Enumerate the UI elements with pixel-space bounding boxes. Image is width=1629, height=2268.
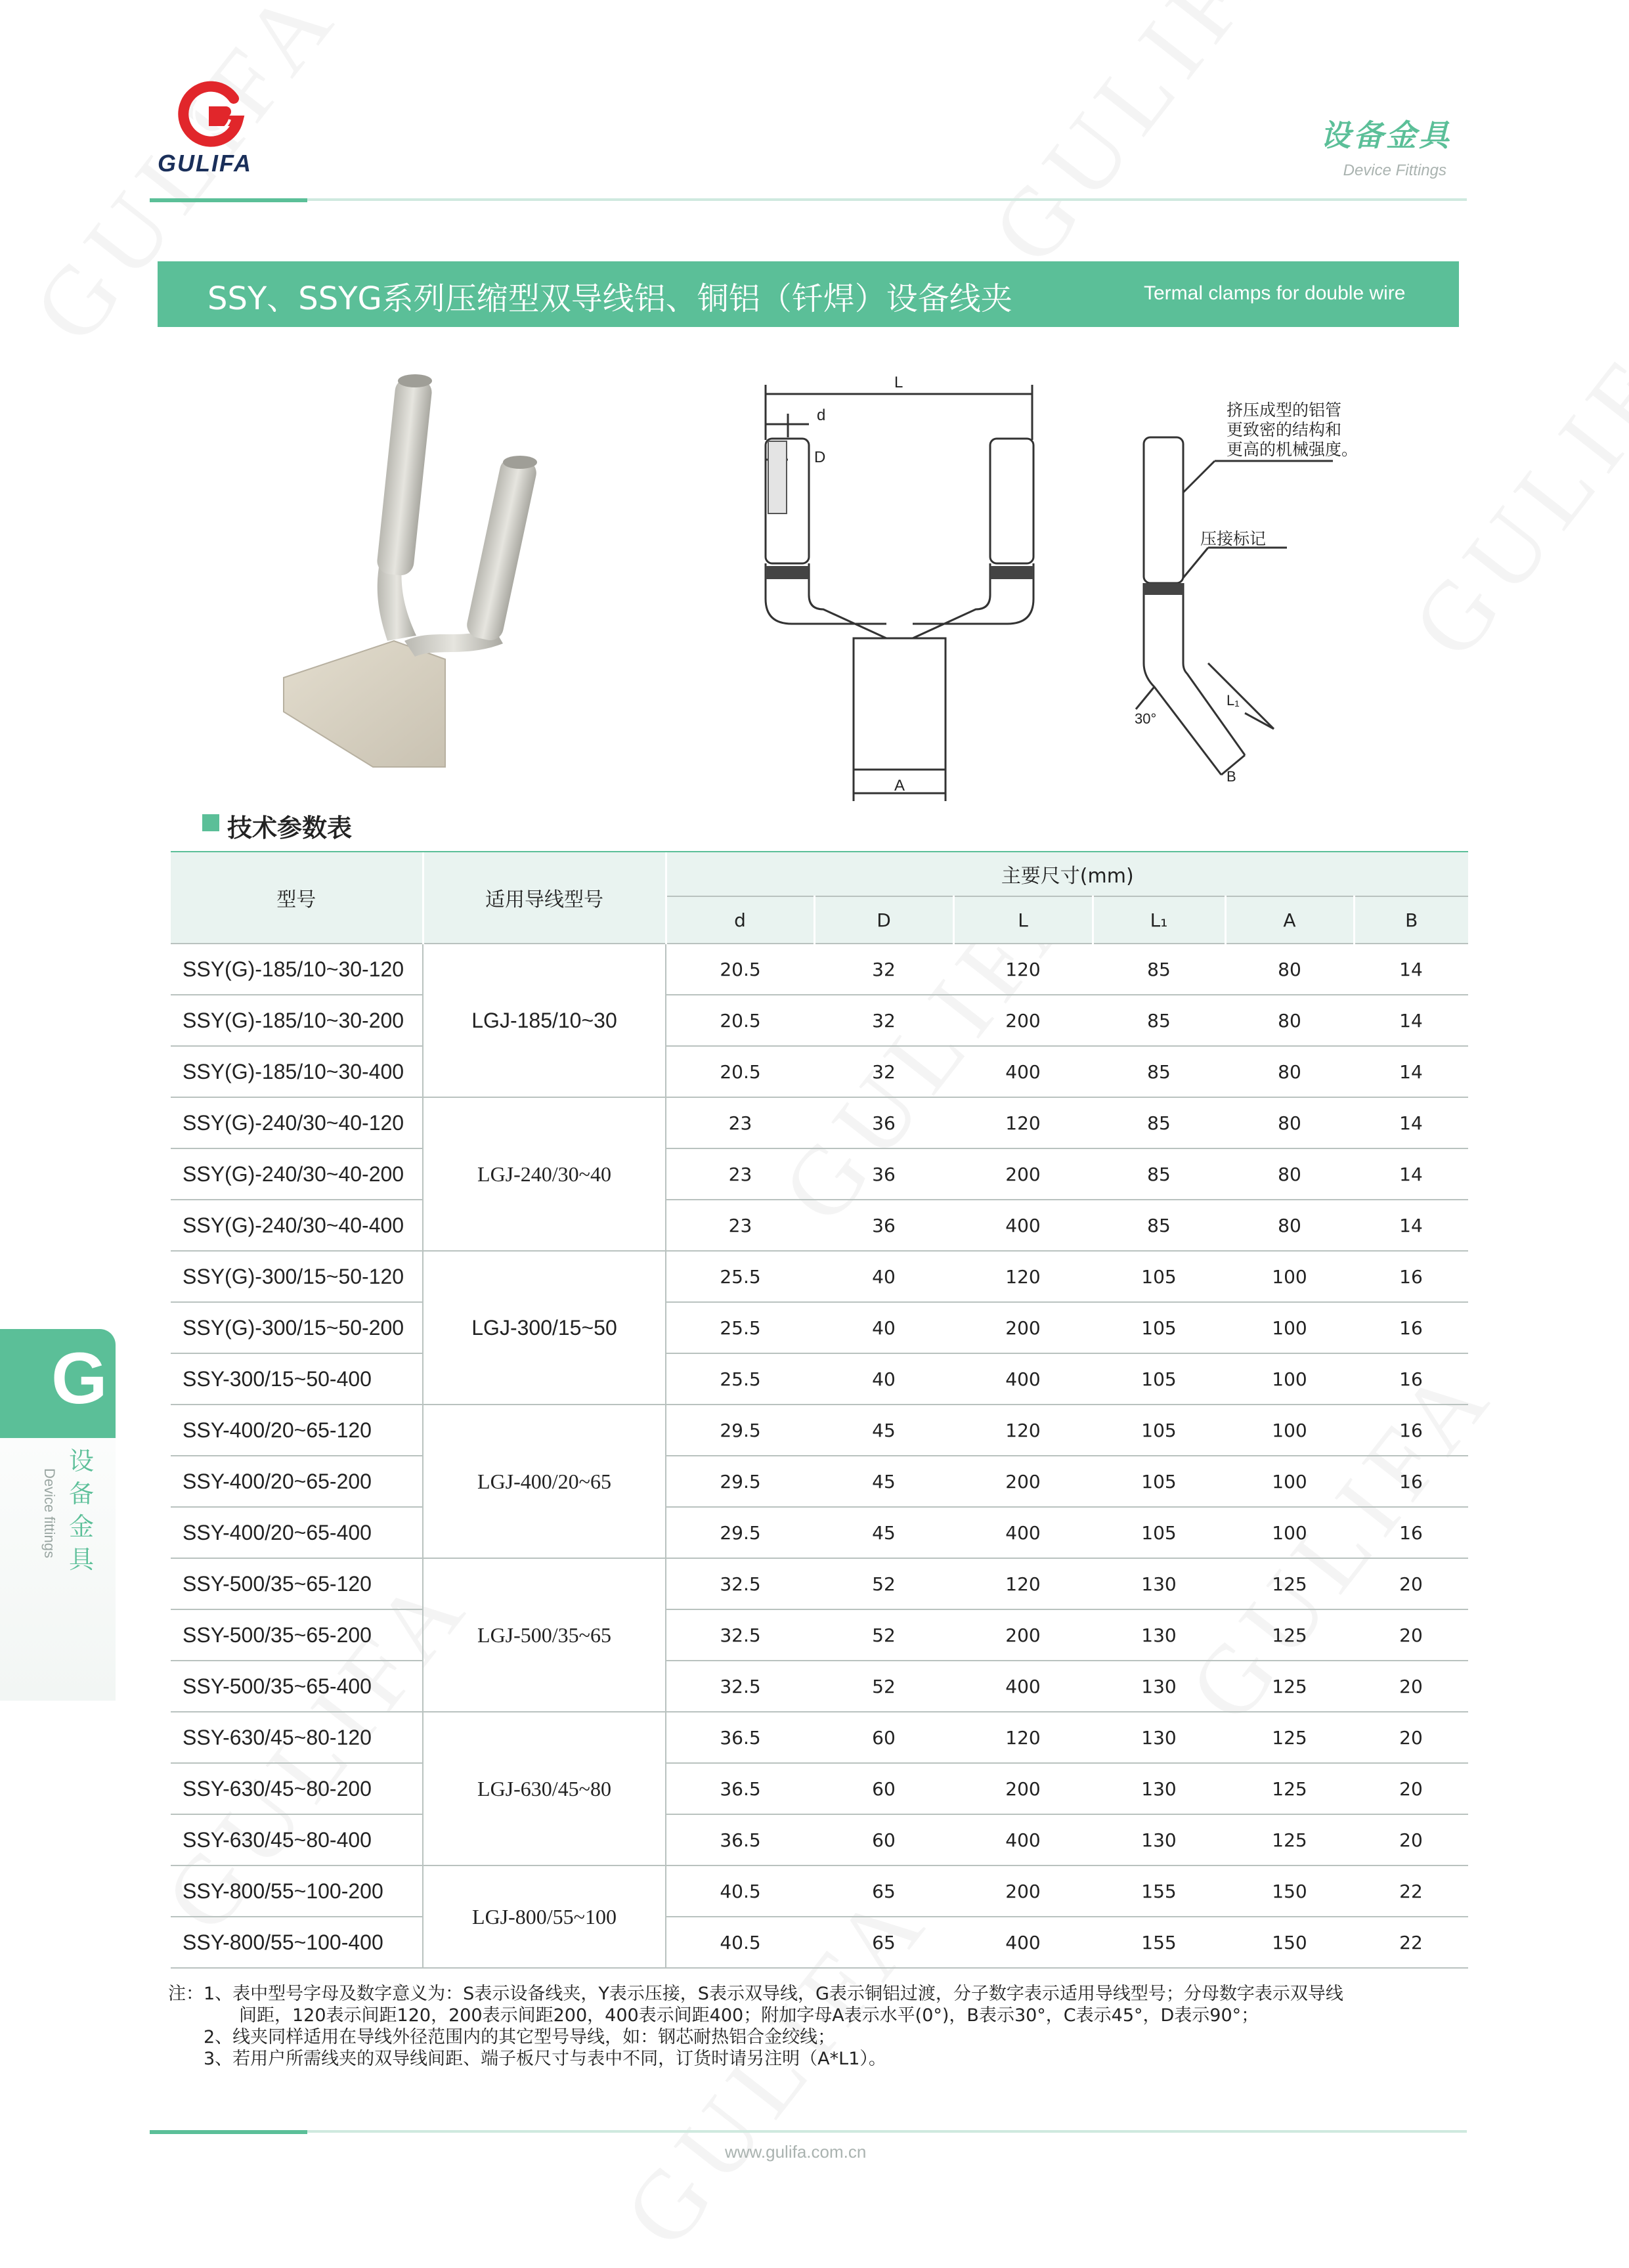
dim-cell: 32.5 [666, 1558, 814, 1609]
dim-cell: 200 [953, 1763, 1093, 1814]
dim-cell: 125 [1225, 1661, 1354, 1712]
dim-cell: 32 [814, 944, 953, 995]
dim-cell: 60 [814, 1814, 953, 1865]
front-view-drawing [749, 368, 1051, 814]
wire-cell: LGJ-800/55~100 [423, 1865, 666, 1968]
dim-cell: 60 [814, 1763, 953, 1814]
footnotes [168, 1983, 1475, 2070]
dim-cell: 85 [1093, 1148, 1225, 1200]
product-title-cn: SSY、SSYG系列压缩型双导线铝、铜铝（钎焊）设备线夹 [207, 280, 1012, 317]
table-row [171, 1814, 1468, 1865]
dim-cell: 36.5 [666, 1814, 814, 1865]
dim-cell: 16 [1354, 1456, 1468, 1507]
dim-cell: 36 [814, 1097, 953, 1148]
dim-cell: 14 [1354, 944, 1468, 995]
dim-cell: 16 [1354, 1405, 1468, 1456]
dim-cell: 40 [814, 1353, 953, 1405]
header-dim: L₁ [1093, 896, 1225, 944]
dim-cell: 200 [953, 1148, 1093, 1200]
dim-cell: 85 [1093, 995, 1225, 1046]
dim-cell: 20.5 [666, 944, 814, 995]
dim-label-d: d [817, 406, 826, 424]
header-divider [150, 198, 1467, 201]
dim-cell: 100 [1225, 1251, 1354, 1302]
model-cell: SSY-800/55~100-400 [171, 1917, 423, 1968]
model-cell: SSY-800/55~100-200 [171, 1865, 423, 1917]
dim-cell: 100 [1225, 1405, 1354, 1456]
dim-cell: 23 [666, 1200, 814, 1251]
dim-label-B: B [1227, 768, 1236, 785]
table-row [171, 1148, 1468, 1200]
model-cell: SSY(G)-185/10~30-400 [171, 1046, 423, 1097]
footnote-line: 注：1、表中型号字母及数字意义为：S表示设备线夹，Y表示压接，S表示双导线，G表示铜铝过渡，分子数字表示适用导线型号；分母数字表示双导线 [168, 1984, 1343, 2004]
wire-cell: LGJ-500/35~65 [423, 1558, 666, 1712]
dim-cell: 40.5 [666, 1917, 814, 1968]
dim-cell: 14 [1354, 1046, 1468, 1097]
dim-cell: 80 [1225, 1148, 1354, 1200]
table-row [171, 944, 1468, 995]
spec-table [171, 852, 1468, 1969]
dim-cell: 105 [1093, 1251, 1225, 1302]
footnote-line: 2、线夹同样适用在导线外径范围内的其它型号导线，如：钢芯耐热铝合金绞线； [168, 2027, 836, 2047]
dim-cell: 40.5 [666, 1865, 814, 1917]
dim-cell: 36.5 [666, 1763, 814, 1814]
footer-divider-accent [150, 2130, 307, 2134]
dim-cell: 400 [953, 1353, 1093, 1405]
header-dim: d [666, 896, 814, 944]
dim-cell: 105 [1093, 1353, 1225, 1405]
dim-cell: 20 [1354, 1558, 1468, 1609]
dim-cell: 22 [1354, 1865, 1468, 1917]
dim-cell: 85 [1093, 1200, 1225, 1251]
wire-cell: LGJ-630/45~80 [423, 1712, 666, 1865]
dim-cell: 130 [1093, 1763, 1225, 1814]
dim-cell: 23 [666, 1148, 814, 1200]
dim-cell: 400 [953, 1200, 1093, 1251]
table-row [171, 1456, 1468, 1507]
table-row [171, 1917, 1468, 1968]
wire-cell: LGJ-300/15~50 [423, 1251, 666, 1405]
crimp-mark-note: 压接标记 [1200, 529, 1267, 548]
dim-cell: 150 [1225, 1865, 1354, 1917]
note-line: 更致密的结构和 [1227, 420, 1342, 439]
dim-cell: 25.5 [666, 1251, 814, 1302]
model-cell: SSY-400/20~65-200 [171, 1456, 423, 1507]
dim-cell: 85 [1093, 944, 1225, 995]
table-row [171, 1865, 1468, 1917]
table-row [171, 1507, 1468, 1558]
table-row [171, 1302, 1468, 1353]
dim-cell: 100 [1225, 1353, 1354, 1405]
dim-label-A: A [894, 777, 905, 795]
dim-cell: 100 [1225, 1302, 1354, 1353]
dim-cell: 23 [666, 1097, 814, 1148]
model-cell: SSY(G)-240/30~40-200 [171, 1148, 423, 1200]
side-tab-label-cn: 设备金具 [68, 1447, 94, 1574]
dim-cell: 20 [1354, 1712, 1468, 1763]
dim-cell: 25.5 [666, 1302, 814, 1353]
dim-cell: 80 [1225, 1097, 1354, 1148]
model-cell: SSY-500/35~65-400 [171, 1661, 423, 1712]
header-wire: 适用导线型号 [423, 852, 666, 944]
dim-cell: 14 [1354, 1148, 1468, 1200]
dim-cell: 40 [814, 1251, 953, 1302]
table-row [171, 1609, 1468, 1661]
dim-cell: 100 [1225, 1456, 1354, 1507]
header-model: 型号 [171, 852, 423, 944]
angle-label: 30° [1135, 710, 1157, 727]
dim-cell: 400 [953, 1814, 1093, 1865]
dim-cell: 125 [1225, 1712, 1354, 1763]
dim-cell: 45 [814, 1405, 953, 1456]
dim-cell: 120 [953, 944, 1093, 995]
model-cell: SSY(G)-300/15~50-120 [171, 1251, 423, 1302]
side-tab-label-en: Device fittings [41, 1468, 58, 1558]
dim-cell: 130 [1093, 1661, 1225, 1712]
dim-cell: 20 [1354, 1814, 1468, 1865]
dim-cell: 125 [1225, 1558, 1354, 1609]
dim-cell: 29.5 [666, 1405, 814, 1456]
table-row [171, 1558, 1468, 1609]
wire-cell: LGJ-400/20~65 [423, 1405, 666, 1558]
dim-cell: 105 [1093, 1456, 1225, 1507]
dim-cell: 125 [1225, 1763, 1354, 1814]
dim-cell: 16 [1354, 1507, 1468, 1558]
table-row [171, 1712, 1468, 1763]
dim-cell: 20 [1354, 1661, 1468, 1712]
model-cell: SSY-400/20~65-120 [171, 1405, 423, 1456]
brand-name: GULIFA [158, 150, 252, 177]
table-row [171, 1251, 1468, 1302]
watermark [1390, 274, 1629, 679]
header-divider-accent [150, 198, 307, 202]
model-cell: SSY-300/15~50-400 [171, 1353, 423, 1405]
dim-cell: 52 [814, 1609, 953, 1661]
dim-cell: 80 [1225, 1046, 1354, 1097]
dim-cell: 125 [1225, 1609, 1354, 1661]
dim-cell: 80 [1225, 995, 1354, 1046]
header-dim: B [1354, 896, 1468, 944]
model-cell: SSY-630/45~80-200 [171, 1763, 423, 1814]
model-cell: SSY-500/35~65-200 [171, 1609, 423, 1661]
dim-cell: 14 [1354, 1097, 1468, 1148]
note-line: 更高的机械强度。 [1227, 440, 1358, 459]
dim-cell: 155 [1093, 1917, 1225, 1968]
dim-cell: 155 [1093, 1865, 1225, 1917]
dim-cell: 200 [953, 1456, 1093, 1507]
header-dim: A [1225, 896, 1354, 944]
dim-cell: 130 [1093, 1712, 1225, 1763]
dim-label-L1: L₁ [1227, 692, 1240, 709]
footer-url: www.gulifa.com.cn [725, 2142, 867, 2162]
dim-cell: 105 [1093, 1302, 1225, 1353]
dim-cell: 25.5 [666, 1353, 814, 1405]
dim-cell: 100 [1225, 1507, 1354, 1558]
model-cell: SSY-400/20~65-400 [171, 1507, 423, 1558]
dim-cell: 130 [1093, 1814, 1225, 1865]
table-row [171, 1200, 1468, 1251]
gulifa-logo-icon [177, 79, 250, 151]
dim-cell: 20 [1354, 1763, 1468, 1814]
dim-cell: 105 [1093, 1507, 1225, 1558]
section-title-en: Device Fittings [1343, 162, 1446, 179]
dim-cell: 150 [1225, 1917, 1354, 1968]
dim-cell: 29.5 [666, 1507, 814, 1558]
extruded-tube-note [1227, 401, 1358, 460]
dim-cell: 400 [953, 1661, 1093, 1712]
header-dim: D [814, 896, 953, 944]
model-cell: SSY(G)-240/30~40-120 [171, 1097, 423, 1148]
dim-cell: 200 [953, 995, 1093, 1046]
dim-cell: 400 [953, 1046, 1093, 1097]
wire-cell: LGJ-185/10~30 [423, 944, 666, 1097]
footnote-line: 3、若用户所需线夹的双导线间距、端子板尺寸与表中不同，订货时请另注明（A*L1）。 [168, 2049, 886, 2069]
dim-cell: 200 [953, 1302, 1093, 1353]
dim-cell: 32 [814, 995, 953, 1046]
dim-cell: 120 [953, 1097, 1093, 1148]
footnote-line: 间距，120表示间距120，200表示间距200，400表示间距400；附加字母A表示水平(0°)，B表示30°，C表示45°，D表示90°； [168, 2005, 1259, 2026]
dim-cell: 40 [814, 1302, 953, 1353]
note-line: 挤压成型的铝管 [1227, 401, 1342, 420]
dim-cell: 65 [814, 1917, 953, 1968]
dim-cell: 60 [814, 1712, 953, 1763]
product-title-en: Termal clamps for double wire [1144, 282, 1406, 304]
dim-cell: 130 [1093, 1609, 1225, 1661]
header-dimensions: 主要尺寸(mm) [666, 852, 1468, 896]
table-row [171, 1097, 1468, 1148]
watermark [970, 0, 1320, 285]
dim-cell: 32.5 [666, 1609, 814, 1661]
dim-cell: 29.5 [666, 1456, 814, 1507]
dim-cell: 32 [814, 1046, 953, 1097]
dim-cell: 20.5 [666, 1046, 814, 1097]
dim-cell: 85 [1093, 1046, 1225, 1097]
dim-cell: 120 [953, 1405, 1093, 1456]
dim-cell: 20.5 [666, 995, 814, 1046]
dim-cell: 120 [953, 1712, 1093, 1763]
table-row [171, 995, 1468, 1046]
dim-cell: 20 [1354, 1609, 1468, 1661]
dim-cell: 80 [1225, 944, 1354, 995]
model-cell: SSY-630/45~80-120 [171, 1712, 423, 1763]
dim-cell: 130 [1093, 1558, 1225, 1609]
table-row [171, 1661, 1468, 1712]
wire-cell: LGJ-240/30~40 [423, 1097, 666, 1251]
model-cell: SSY(G)-185/10~30-200 [171, 995, 423, 1046]
dim-cell: 45 [814, 1507, 953, 1558]
dim-cell: 32.5 [666, 1661, 814, 1712]
model-cell: SSY(G)-240/30~40-400 [171, 1200, 423, 1251]
table-row [171, 1763, 1468, 1814]
model-cell: SSY(G)-300/15~50-200 [171, 1302, 423, 1353]
dim-cell: 36.5 [666, 1712, 814, 1763]
dim-cell: 120 [953, 1251, 1093, 1302]
dim-cell: 16 [1354, 1302, 1468, 1353]
dim-cell: 14 [1354, 995, 1468, 1046]
dim-cell: 36 [814, 1148, 953, 1200]
dim-cell: 200 [953, 1865, 1093, 1917]
dim-cell: 80 [1225, 1200, 1354, 1251]
dim-cell: 400 [953, 1917, 1093, 1968]
dim-cell: 14 [1354, 1200, 1468, 1251]
product-photo [276, 365, 670, 785]
dim-label-L: L [894, 374, 903, 391]
dim-cell: 65 [814, 1865, 953, 1917]
dim-label-D: D [814, 448, 826, 466]
dim-cell: 200 [953, 1609, 1093, 1661]
dim-cell: 16 [1354, 1251, 1468, 1302]
model-cell: SSY(G)-185/10~30-120 [171, 944, 423, 995]
dim-cell: 85 [1093, 1097, 1225, 1148]
dim-cell: 16 [1354, 1353, 1468, 1405]
model-cell: SSY-500/35~65-120 [171, 1558, 423, 1609]
dim-cell: 52 [814, 1661, 953, 1712]
section-marker [202, 814, 219, 831]
footer-divider [150, 2130, 1467, 2133]
header-dim: L [953, 896, 1093, 944]
section-title-cn: 设备金具 [1320, 118, 1452, 153]
model-cell: SSY-630/45~80-400 [171, 1814, 423, 1865]
table-row [171, 1046, 1468, 1097]
side-tab-letter: G [51, 1338, 108, 1419]
dim-cell: 45 [814, 1456, 953, 1507]
table-row [171, 1405, 1468, 1456]
dim-cell: 120 [953, 1558, 1093, 1609]
dim-cell: 52 [814, 1558, 953, 1609]
section-label: 技术参数表 [227, 814, 353, 842]
dim-cell: 400 [953, 1507, 1093, 1558]
dim-cell: 36 [814, 1200, 953, 1251]
dim-cell: 105 [1093, 1405, 1225, 1456]
dim-cell: 125 [1225, 1814, 1354, 1865]
dim-cell: 22 [1354, 1917, 1468, 1968]
table-row [171, 1353, 1468, 1405]
